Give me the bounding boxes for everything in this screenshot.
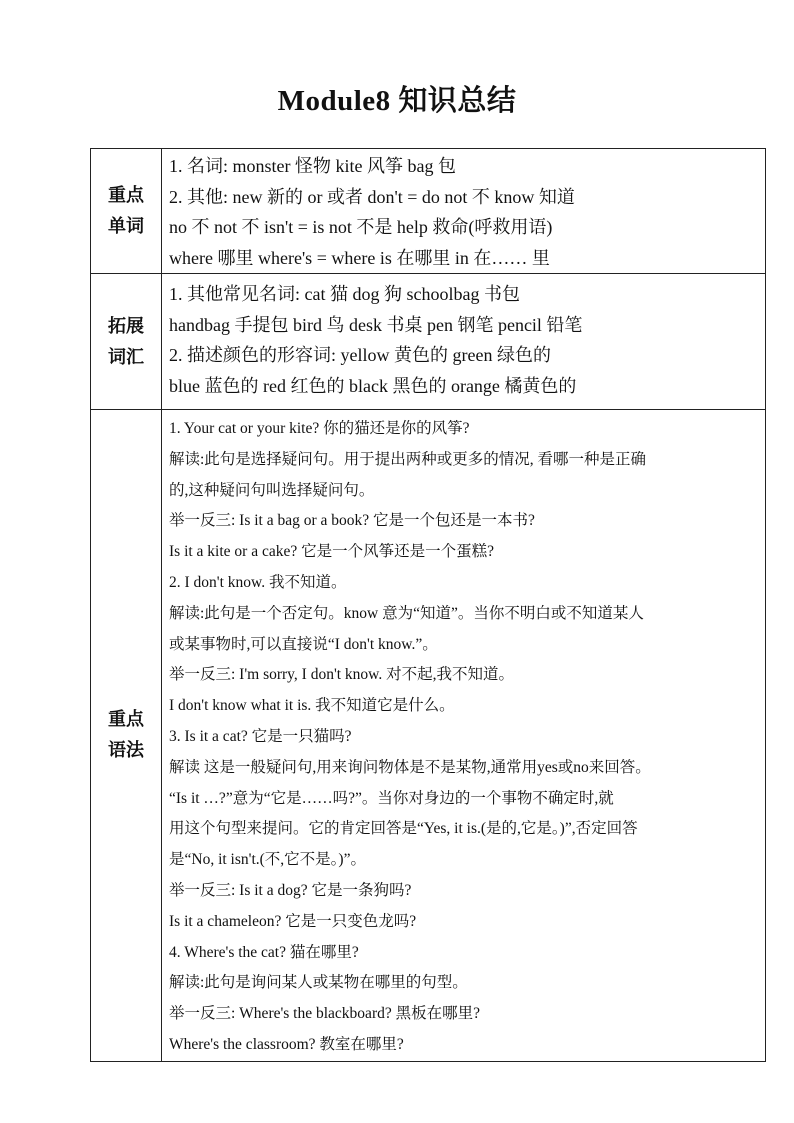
table-row-key-words	[91, 149, 766, 274]
content-line: 1. Your cat or your kite? 你的猫还是你的风筝?	[169, 420, 470, 437]
content-line: 解读:此句是一个否定句。know 意为“知道”。当你不明白或不知道某人	[169, 604, 644, 622]
content-line: I don't know what it is. 我不知道它是什么。	[169, 697, 455, 715]
label-line: 语法	[108, 740, 144, 761]
section-label-key-grammar	[91, 410, 162, 1062]
content-line: no 不 not 不 isn't = is not 不是 help 救命(呼救用语)	[169, 217, 553, 237]
label-line: 重点	[108, 709, 144, 730]
content-line: 1. 其他常见名词: cat 猫 dog 狗 schoolbag 书包	[169, 284, 520, 304]
section-label-extended-vocab	[91, 274, 162, 410]
content-line: 举一反三: Is it a bag or a book? 它是一个包还是一本书?	[169, 512, 535, 530]
content-line: 举一反三: Is it a dog? 它是一条狗吗?	[169, 881, 412, 899]
content-line: Where's the classroom? 教室在哪里?	[169, 1035, 404, 1053]
section-content-extended-vocab	[162, 274, 766, 410]
label-line: 词汇	[108, 346, 144, 367]
content-line: Is it a chameleon? 它是一只变色龙吗?	[169, 912, 417, 930]
content-line: blue 蓝色的 red 红色的 black 黑色的 orange 橘黄色的	[169, 375, 577, 396]
content-line: 的,这种疑问句叫选择疑问句。	[169, 481, 375, 499]
content-line: 3. Is it a cat? 它是一只猫吗?	[169, 727, 352, 745]
content-line: 4. Where's the cat? 猫在哪里?	[169, 943, 359, 961]
content-line: 或某事物时,可以直接说“I don't know.”。	[169, 635, 438, 653]
content-line: 2. I don't know. 我不知道。	[169, 573, 347, 591]
content-line: 解读:此句是选择疑问句。用于提出两种或更多的情况, 看哪一种是正确	[169, 450, 647, 468]
label-line: 单词	[108, 216, 144, 236]
summary-table	[90, 148, 766, 1062]
content-line: 用这个句型来提问。它的肯定回答是“Yes, it is.(是的,它是。)”,否定回答	[169, 820, 638, 838]
content-line: Is it a kite or a cake? 它是一个风筝还是一个蛋糕?	[169, 543, 494, 561]
page-title: Module8 知识总结	[277, 85, 517, 117]
content-line: 2. 描述颜色的形容词: yellow 黄色的 green 绿色的	[169, 345, 551, 365]
table-row-key-grammar	[91, 410, 766, 1062]
content-line: 1. 名词: monster 怪物 kite 风筝 bag 包	[169, 156, 456, 176]
section-label-key-words	[91, 149, 162, 274]
label-line: 拓展	[108, 315, 144, 336]
label-line: 重点	[108, 185, 144, 205]
content-line: “Is it …?”意为“它是……吗?”。当你对身边的一个事物不确定时,就	[169, 789, 614, 807]
section-content-key-grammar	[162, 410, 766, 1062]
content-line: handbag 手提包 bird 鸟 desk 书桌 pen 钢笔 pencil 铅笔	[169, 314, 583, 335]
content-line: 举一反三: Where's the blackboard? 黑板在哪里?	[169, 1005, 480, 1023]
section-content-key-words	[162, 149, 766, 274]
content-line: 举一反三: I'm sorry, I don't know. 对不起,我不知道。	[169, 666, 514, 684]
table-row-extended-vocab	[91, 274, 766, 410]
content-line: where 哪里 where's = where is 在哪里 in 在…… 里	[169, 247, 550, 268]
content-line: 2. 其他: new 新的 or 或者 don't = do not 不 know 知道	[169, 186, 575, 207]
content-line: 解读 这是一般疑问句,用来询问物体是不是某物,通常用yes或no来回答。	[169, 758, 651, 776]
content-line: 是“No, it isn't.(不,它不是。)”。	[169, 851, 366, 869]
content-line: 解读:此句是询问某人或某物在哪里的句型。	[169, 974, 468, 992]
